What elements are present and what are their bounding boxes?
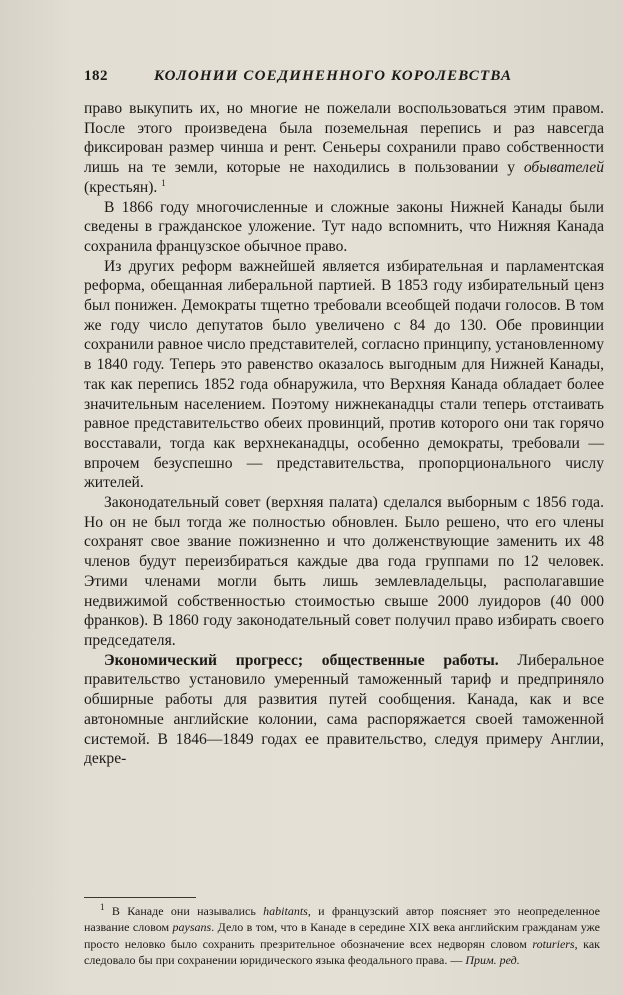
section-heading: Экономический прогресс; общественные работы.	[104, 651, 499, 669]
page-header	[84, 68, 550, 92]
text-run: , и французский автор поясняет это неопределенное название словом	[84, 904, 600, 935]
text-run: . Дело в том, что в Канаде в середине XIX века английским гражданам уже просто неловко было сохранить презрительное обозначение всех недворян словом	[84, 920, 600, 951]
text-run: Прим. ред.	[465, 953, 520, 968]
text-run: В 1866 году многочисленные и сложные законы Нижней Канады были сведены в гражданское уложение. Тут надо вспомнить, что Нижняя Канада сохранила французское обычное право.	[84, 198, 604, 255]
text-run: Законодательный совет (верхняя палата) сделался выборным с 1856 года. Но он не был тогда же полностью обновлен. Было решено, что его члены сохранят свое звание пожизненно и что долженствующие заменить их 48 членов будут переизбираться каждые два года группами по 12 человек. Этими членами могли быть лишь землевладельцы, располагавшие недвижимой собственностью стоимостью свыше 2000 луидоров (40 000 франков). В 1860 году законодательный совет получил право избирать своего председателя.	[84, 494, 604, 649]
page-number: 182	[84, 68, 108, 84]
text-run: Из других реформ важнейшей является избирательная и парламентская реформа, обещанная либеральной партией. В 1853 году избирательный ценз был понижен. Демократы тщетно требовали всеобщей подачи голосов. В том же году число депутатов было увеличено с 84 до 130. Обе провинции сохранили равное число представителей, согласно принципу, установленному в 1840 году. Теперь это равенство оказалось выгодным для Нижней Канады, так как перепись 1852 года обнаружила, что Верхняя Канада обладает более значительным населением. Поэтому нижнеканадцы стали теперь отстаивать равное представительство обеих провинций, против которого они так горячо восставали, тогда как верхнеканадцы, особенно демократы, требовали — впрочем безуспешно — представительства, пропорционального числу жителей.	[84, 257, 604, 492]
paragraph	[84, 198, 604, 257]
paragraph	[84, 493, 604, 651]
text-run: (крестьян).	[84, 178, 162, 196]
footnote-marker: 1	[161, 177, 166, 188]
footnote-marker: 1	[100, 902, 105, 912]
paragraph	[84, 651, 604, 769]
paragraph	[84, 99, 604, 198]
main-text	[84, 99, 604, 769]
footnote	[84, 903, 600, 969]
text-run: habitants	[263, 904, 308, 918]
footnote-text	[84, 903, 600, 969]
text-run: обывателей	[523, 159, 604, 177]
text-run: , как следовало бы при сохранении юридического языка феодального права. —	[84, 936, 600, 968]
text-run: paysans	[172, 920, 212, 935]
text-run: В Канаде они назывались	[104, 904, 264, 918]
text-run: Либеральное правительство установило умеренный таможенный тариф и предприняло обширные работы для развития путей сообщения. Канада, как и все автономные английские колонии, сама распоряжается своей таможенной системой. В 1846—1849 годах ее правительство, следуя примеру Англии, декре-	[84, 651, 604, 768]
paragraph	[84, 257, 604, 493]
footnote-rule	[84, 897, 196, 898]
text-run: roturiers	[532, 936, 575, 951]
text-run: право выкупить их, но многие не пожелали воспользоваться этим правом. После этого произведена была поземельная перепись и раз навсегда фиксирован размер чинша и рент. Сеньеры сохранили право собственности лишь на те земли, которые не находились в пользовании у	[84, 100, 604, 177]
running-title: КОЛОНИИ СОЕДИНЕННОГО КОРОЛЕВСТВА	[154, 68, 513, 84]
